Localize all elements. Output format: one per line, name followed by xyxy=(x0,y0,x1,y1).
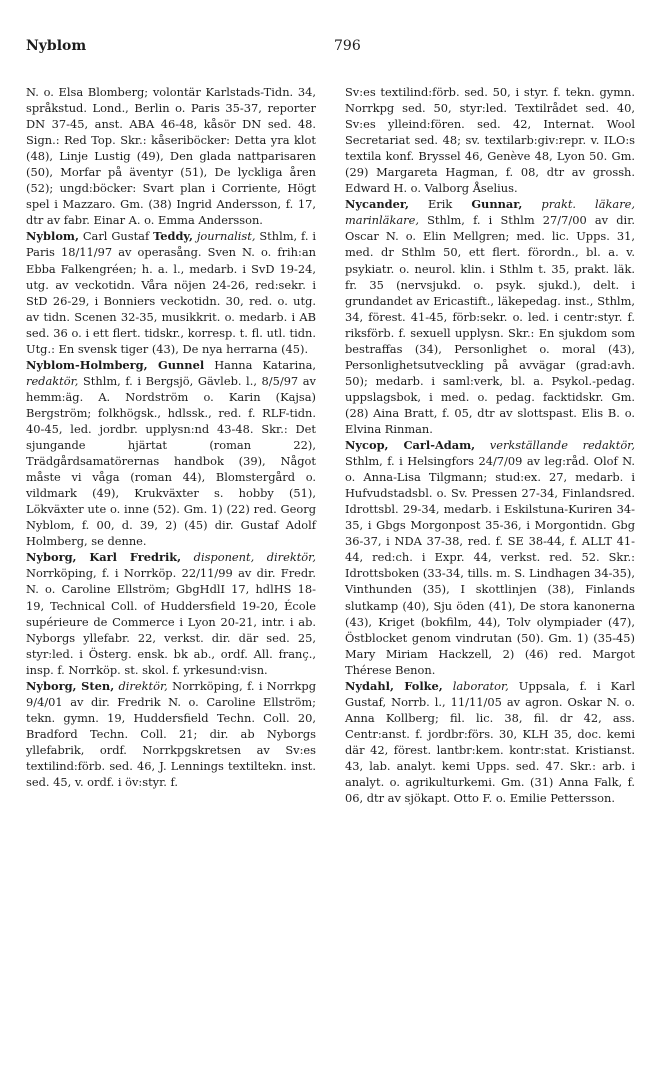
entry-call-name: Teddy, xyxy=(153,229,193,244)
entry-given-names: Carl Gustaf xyxy=(78,229,154,244)
running-head: Nyblom xyxy=(26,38,87,54)
entry-nycander xyxy=(345,196,635,437)
entry-occupation: direktör, xyxy=(118,678,168,693)
entry-given-names: Hanna Katarina, xyxy=(214,357,316,372)
entry-text: Sthlm, f. i Bergsjö, Gävleb. l., 8/5/97 av hemm:äg. A. Nordström o. Karin (Kajsa) Bergström; folkhögsk., hdlssk., red. f. RLF-tidn. 40-45, led. jordbr. upplysn:nd 43-48. Skr.: Det sjungande hjärtat (roman 22), Trädgårdsamatörernas handbok (39), Något måste vi våga (roman 44), Blomstergård o. vildmark (49), Krukväxter s. hobby (51), Lökväxter ute o. inne (52). Gm. 1) (22) red. Georg Nyblom, f. 00, d. 39, 2) (45) dir. Gustaf Adolf Holmberg, se denne. xyxy=(26,373,316,549)
entry-text: Sthlm, f. i Sthlm 27/7/00 av dir. Oscar N. o. Elin Mellgren; med. lic. Upps. 31, med. dr Sthlm 50, ett flert. förordn., bl. a. v. psykiatr. o. neurol. klin. i Sthlm t. 35, prakt. läk. fr. 35 (nervsjukd. o. psyk. sjukd.), delt. i grundandet av Ericastift., läkepedag. inst., Sthlm, 34, förest. 41-45, förb:sekr. o. led. i centr:styr. f. riksförb. f. sexuell upplysn. Skr.: En sjukdom som bestraffas (34), Personlighet o. moral (43), Personlighetsutveckling på avvägar (grad:avh. 50); medarb. i saml:verk, bl. a. Psykol.-pedag. uppslagsbok, i med. o. pedag. facktidskr. Gm. (28) Aina Bratt, f. 05, dtr av slottspast. Elis B. o. Elvina Rinman. xyxy=(345,213,636,436)
page-number: 796 xyxy=(334,38,361,54)
entry-call-name: Gunnar, xyxy=(471,197,523,212)
entry-text: Norrköping, f. i Norrköp. 22/11/99 av dir. Fredr. N. o. Caroline Ellström; GbgHdlI 17, hdlHS 18-19, Technical Coll. of Huddersfield 19-20, École supérieure de Commerce i Lyon 20-21, intr. i ab. Nyborgs yllefabr. 22, verkst. dir. där sed. 25, styr:led. i Österg. ensk. bk ab., ordf. All. franç., insp. f. Norrköp. st. skol. f. yrkesund:visn. xyxy=(26,566,316,677)
entry-name: Nyborg, Karl Fredrik, xyxy=(26,550,182,565)
entry-nycop xyxy=(345,437,635,678)
page-header xyxy=(26,38,646,62)
entry-text: Sv:es textilind:förb. sed. 50, i styr. f. tekn. gymn. Norrkpg sed. 50, styr:led. Textilrådet sed. 40, Sv:es ylleind:fören. sed. 42, Internat. Wool Secretariat sed. 48; sv. textilarb:giv:repr. v. ILO:s textila konf. Bryssel 46, Genève 48, Lyon 50. Gm. (29) Margareta Hagman, f. 08, dtr av grossh. Edward H. o. Valborg Åselius. xyxy=(345,85,635,196)
entry-name: Nycop, Carl-Adam, xyxy=(345,438,476,453)
entry-occupation: laborator, xyxy=(452,678,509,693)
entry-continuation-right xyxy=(345,84,635,196)
entry-nydahl xyxy=(345,678,635,806)
entry-continuation-left xyxy=(26,84,316,228)
entry-text: Sthlm, f. i Paris 18/11/97 av operasång. Sven N. o. frih:an Ebba Falkengréen; h. a. l., medarb. i SvD 19-24, utg. av veckotidn. Våra nöjen 24-26, red:sekr. i StD 26-29, i Bonniers veckotidn. 30, red. o. utg. av tidn. Scenen 32-35, musikkrit. o. medarb. i AB sed. 36 o. i ett flert. tidskr., korresp. t. fl. utl. tidn. Utg.: En svensk tiger (43), De nya herrarna (45). xyxy=(26,229,317,356)
entry-occupation: journalist, xyxy=(196,229,256,244)
entry-text: Uppsala, f. i Karl Gustaf, Norrb. l., 11/11/05 av agron. Oskar N. o. Anna Kollberg; fil. lic. 38, fil. dr 42, ass. Centr:anst. f. jordbr:förs. 30, KLH 35, doc. kemi där 42, förest. lantbr:kem. kontr:stat. Kristianst. 43, lab. analyt. kemi Upps. sed. 47. Skr.: arb. i analyt. o. agrikulturkemi. Gm. (31) Anna Falk, f. 06, dtr av sjökapt. Otto F. o. Emilie Pettersson. xyxy=(345,678,635,806)
entry-occupation: verkställande redaktör, xyxy=(489,438,635,453)
left-column xyxy=(26,84,316,790)
entry-text: Sthlm, f. i Helsingfors 24/7/09 av leg:råd. Olof N. o. Anna-Lisa Tilgmann; stud:ex. 27, medarb. i Hufvudstadsbl. o. Sv. Pressen 27-34, Finlandsred. Idrottsbl. 29-34, medarb. i Eskilstuna-Kuriren 34-35, i Gbgs Morgonpost 35-36, i Morgontidn. Gbg 36-37, i NDA 37-38, red. f. SE 38-44, f. ALLT 41-44, red:ch. i Expr. 44, verkst. red. 52. Skr.: Idrottsboken (33-34, tills. m. S. Lindhagen 34-35), Vinthunden (35), I skottlinjen (38), Finlands slutkamp (40), Sju öden (41), De stora kanonerna (43), Kriget (bokfilm, 44), Tolv olympiader (47), Östblocket genom vindrutan (50). Gm. 1) (35-45) Mary Miriam Hackzell, 2) (46) red. Margot Thérese Benon. xyxy=(345,454,635,677)
entry-name: Nycander, xyxy=(345,197,409,212)
entry-text: Norrköping, f. i Norrkpg 9/4/01 av dir. Fredrik N. o. Caroline Ellström; tekn. gymn. 19, Huddersfield Techn. Coll. 20, Bradford Techn. Coll. 21; dir. ab Nyborgs yllefabrik, ordf. Norrkpgskretsen av Sv:es textilind:förb. sed. 46, J. Lennings textiltekn. inst. sed. 45, v. ordf. i öv:styr. f. xyxy=(26,678,316,790)
entry-nyborg-karl xyxy=(26,549,316,677)
entry-nyborg-sten xyxy=(26,678,316,790)
entry-text: N. o. Elsa Blomberg; volontär Karlstads-Tidn. 34, språkstud. Lond., Berlin o. Paris 35-37, reporter DN 37-45, anst. ABA 46-48, kåsör DN sed. 48. Sign.: Red Top. Skr.: kåseriböcker: Detta yra klot (48), Linje Lustig (49), Den glada nattparisaren (50), Morfar på äventyr (51), De lyckliga åren (52); ungd:böcker: Svart plan i Corriente, Högt spel i Mazzaro. Gm. (38) Ingrid Andersson, f. 17, dtr av fabr. Einar A. o. Emma Andersson. xyxy=(26,85,316,228)
entry-name: Nydahl, Folke, xyxy=(345,678,443,693)
entry-given-names: Erik xyxy=(408,197,472,212)
entry-name: Nyblom-Holmberg, Gunnel xyxy=(26,357,205,372)
entry-occupation: redaktör, xyxy=(26,373,79,388)
entry-name: Nyblom, xyxy=(26,229,79,244)
entry-name: Nyborg, Sten, xyxy=(26,678,115,693)
entry-nyblom-holmberg xyxy=(26,357,316,550)
entry-nyblom-teddy xyxy=(26,228,316,356)
entry-occupation: disponent, direktör, xyxy=(193,550,316,565)
right-column xyxy=(345,84,635,806)
entry-occupation: prakt. läkare, marinläkare, xyxy=(345,197,635,228)
